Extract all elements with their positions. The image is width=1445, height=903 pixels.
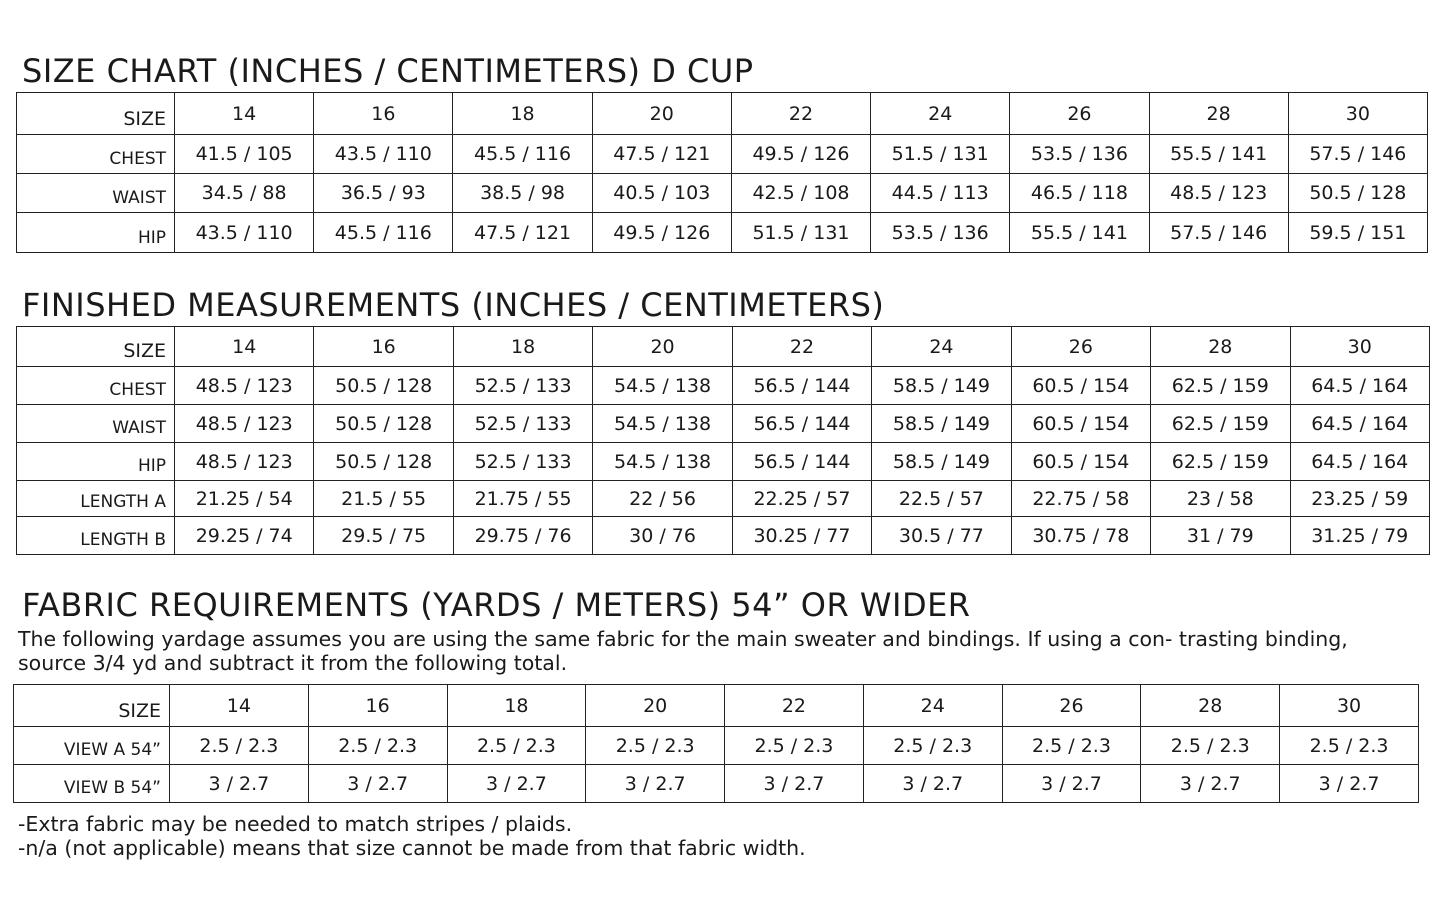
table-row <box>17 367 1430 405</box>
row-label: WAIST <box>17 174 175 213</box>
table-row <box>17 443 1430 481</box>
table-cell: 3 / 2.7 <box>725 765 864 803</box>
table-cell: 56.5 / 144 <box>732 443 871 481</box>
table-cell: 49.5 / 126 <box>592 213 731 253</box>
table-cell: 29.5 / 75 <box>314 517 453 555</box>
table-cell: 57.5 / 146 <box>1288 135 1427 174</box>
table-cell: 42.5 / 108 <box>731 174 870 213</box>
table-cell: 36.5 / 93 <box>314 174 453 213</box>
table-cell: 50.5 / 128 <box>314 443 453 481</box>
table-cell: 45.5 / 116 <box>453 135 592 174</box>
table-cell: 64.5 / 164 <box>1290 443 1430 481</box>
table-cell: 43.5 / 110 <box>314 135 453 174</box>
size-header: 28 <box>1141 685 1280 727</box>
size-header: 18 <box>447 685 586 727</box>
table-cell: 47.5 / 121 <box>592 135 731 174</box>
table-cell: 21.5 / 55 <box>314 481 453 517</box>
table-cell: 2.5 / 2.3 <box>863 727 1002 765</box>
finished-measurements-title: FINISHED MEASUREMENTS (INCHES / CENTIMETERS) <box>22 286 885 324</box>
size-chart-header-row <box>17 93 1428 135</box>
table-cell: 30.75 / 78 <box>1011 517 1150 555</box>
size-header: 24 <box>863 685 1002 727</box>
size-header: 26 <box>1011 327 1150 367</box>
table-cell: 50.5 / 128 <box>314 367 453 405</box>
table-cell: 22.25 / 57 <box>732 481 871 517</box>
size-header: 18 <box>453 93 592 135</box>
table-cell: 62.5 / 159 <box>1151 443 1290 481</box>
table-row <box>14 727 1419 765</box>
table-cell: 2.5 / 2.3 <box>1141 727 1280 765</box>
table-cell: 51.5 / 131 <box>871 135 1010 174</box>
table-cell: 31.25 / 79 <box>1290 517 1430 555</box>
table-cell: 64.5 / 164 <box>1290 367 1430 405</box>
table-cell: 22.75 / 58 <box>1011 481 1150 517</box>
table-cell: 21.25 / 54 <box>175 481 314 517</box>
table-cell: 54.5 / 138 <box>593 405 732 443</box>
table-cell: 56.5 / 144 <box>732 405 871 443</box>
size-header: 20 <box>586 685 725 727</box>
row-label: VIEW A 54” <box>14 727 170 765</box>
table-cell: 64.5 / 164 <box>1290 405 1430 443</box>
table-cell: 57.5 / 146 <box>1149 213 1288 253</box>
table-cell: 2.5 / 2.3 <box>447 727 586 765</box>
table-cell: 3 / 2.7 <box>447 765 586 803</box>
table-cell: 47.5 / 121 <box>453 213 592 253</box>
row-label: CHEST <box>17 135 175 174</box>
table-cell: 44.5 / 113 <box>871 174 1010 213</box>
table-cell: 23.25 / 59 <box>1290 481 1430 517</box>
table-cell: 48.5 / 123 <box>175 405 314 443</box>
fabric-note: -Extra fabric may be needed to match stripes / plaids. <box>18 812 573 836</box>
table-cell: 56.5 / 144 <box>732 367 871 405</box>
header-label: SIZE <box>17 327 175 367</box>
finished-header-row <box>17 327 1430 367</box>
table-cell: 38.5 / 98 <box>453 174 592 213</box>
table-cell: 48.5 / 123 <box>175 367 314 405</box>
size-header: 30 <box>1290 327 1430 367</box>
table-cell: 54.5 / 138 <box>593 367 732 405</box>
table-cell: 29.25 / 74 <box>175 517 314 555</box>
size-header: 30 <box>1280 685 1419 727</box>
table-row <box>17 481 1430 517</box>
table-cell: 2.5 / 2.3 <box>725 727 864 765</box>
size-header: 26 <box>1002 685 1141 727</box>
fabric-description: The following yardage assumes you are using the same fabric for the main sweater and bindings. If using a con- trasting binding, source 3/4 yd and subtract it from the following total. <box>18 627 1348 675</box>
table-cell: 53.5 / 136 <box>1010 135 1149 174</box>
table-cell: 22.5 / 57 <box>872 481 1011 517</box>
size-header: 28 <box>1151 327 1290 367</box>
table-cell: 30.5 / 77 <box>872 517 1011 555</box>
table-cell: 30 / 76 <box>593 517 732 555</box>
row-label: HIP <box>17 443 175 481</box>
table-cell: 3 / 2.7 <box>308 765 447 803</box>
table-cell: 58.5 / 149 <box>872 443 1011 481</box>
table-cell: 23 / 58 <box>1151 481 1290 517</box>
table-cell: 51.5 / 131 <box>731 213 870 253</box>
table-cell: 60.5 / 154 <box>1011 367 1150 405</box>
table-cell: 62.5 / 159 <box>1151 405 1290 443</box>
size-header: 20 <box>593 327 732 367</box>
table-cell: 55.5 / 141 <box>1010 213 1149 253</box>
size-header: 26 <box>1010 93 1149 135</box>
table-cell: 3 / 2.7 <box>1141 765 1280 803</box>
table-cell: 3 / 2.7 <box>863 765 1002 803</box>
row-label: CHEST <box>17 367 175 405</box>
table-cell: 46.5 / 118 <box>1010 174 1149 213</box>
table-cell: 59.5 / 151 <box>1288 213 1427 253</box>
table-cell: 54.5 / 138 <box>593 443 732 481</box>
table-cell: 48.5 / 123 <box>175 443 314 481</box>
size-chart-table <box>16 92 1428 253</box>
table-row <box>17 405 1430 443</box>
table-cell: 41.5 / 105 <box>175 135 314 174</box>
table-cell: 2.5 / 2.3 <box>170 727 309 765</box>
table-cell: 60.5 / 154 <box>1011 443 1150 481</box>
table-cell: 30.25 / 77 <box>732 517 871 555</box>
size-chart-title: SIZE CHART (INCHES / CENTIMETERS) D CUP <box>22 52 754 90</box>
row-label: LENGTH B <box>17 517 175 555</box>
table-cell: 40.5 / 103 <box>592 174 731 213</box>
table-cell: 2.5 / 2.3 <box>1280 727 1419 765</box>
row-label: VIEW B 54” <box>14 765 170 803</box>
size-header: 24 <box>872 327 1011 367</box>
table-row <box>14 765 1419 803</box>
size-header: 30 <box>1288 93 1427 135</box>
table-row <box>17 135 1428 174</box>
table-cell: 58.5 / 149 <box>872 367 1011 405</box>
size-header: 16 <box>314 93 453 135</box>
header-label: SIZE <box>14 685 170 727</box>
size-header: 28 <box>1149 93 1288 135</box>
size-header: 20 <box>592 93 731 135</box>
table-cell: 62.5 / 159 <box>1151 367 1290 405</box>
size-header: 16 <box>314 327 453 367</box>
size-header: 14 <box>175 327 314 367</box>
size-header: 24 <box>871 93 1010 135</box>
header-label: SIZE <box>17 93 175 135</box>
table-cell: 3 / 2.7 <box>1002 765 1141 803</box>
table-cell: 34.5 / 88 <box>175 174 314 213</box>
table-cell: 55.5 / 141 <box>1149 135 1288 174</box>
table-cell: 48.5 / 123 <box>1149 174 1288 213</box>
table-cell: 52.5 / 133 <box>453 443 592 481</box>
size-header: 22 <box>725 685 864 727</box>
size-header: 22 <box>732 327 871 367</box>
table-cell: 29.75 / 76 <box>453 517 592 555</box>
table-cell: 22 / 56 <box>593 481 732 517</box>
table-row <box>17 517 1430 555</box>
size-header: 18 <box>453 327 592 367</box>
fabric-requirements-table <box>13 684 1419 803</box>
table-cell: 45.5 / 116 <box>314 213 453 253</box>
table-cell: 50.5 / 128 <box>1288 174 1427 213</box>
table-cell: 3 / 2.7 <box>586 765 725 803</box>
table-cell: 58.5 / 149 <box>872 405 1011 443</box>
table-cell: 3 / 2.7 <box>1280 765 1419 803</box>
fabric-requirements-title: FABRIC REQUIREMENTS (YARDS / METERS) 54” OR WIDER <box>22 586 971 624</box>
size-header: 14 <box>175 93 314 135</box>
fabric-header-row <box>14 685 1419 727</box>
table-cell: 43.5 / 110 <box>175 213 314 253</box>
table-row <box>17 213 1428 253</box>
table-cell: 21.75 / 55 <box>453 481 592 517</box>
table-cell: 52.5 / 133 <box>453 405 592 443</box>
table-row <box>17 174 1428 213</box>
row-label: HIP <box>17 213 175 253</box>
finished-measurements-table <box>16 326 1430 555</box>
row-label: WAIST <box>17 405 175 443</box>
row-label: LENGTH A <box>17 481 175 517</box>
table-cell: 50.5 / 128 <box>314 405 453 443</box>
table-cell: 2.5 / 2.3 <box>586 727 725 765</box>
table-cell: 52.5 / 133 <box>453 367 592 405</box>
table-cell: 2.5 / 2.3 <box>1002 727 1141 765</box>
size-header: 14 <box>170 685 309 727</box>
table-cell: 31 / 79 <box>1151 517 1290 555</box>
table-cell: 53.5 / 136 <box>871 213 1010 253</box>
table-cell: 49.5 / 126 <box>731 135 870 174</box>
fabric-note: -n/a (not applicable) means that size cannot be made from that fabric width. <box>18 836 806 860</box>
table-cell: 60.5 / 154 <box>1011 405 1150 443</box>
table-cell: 2.5 / 2.3 <box>308 727 447 765</box>
size-header: 22 <box>731 93 870 135</box>
table-cell: 3 / 2.7 <box>170 765 309 803</box>
size-header: 16 <box>308 685 447 727</box>
